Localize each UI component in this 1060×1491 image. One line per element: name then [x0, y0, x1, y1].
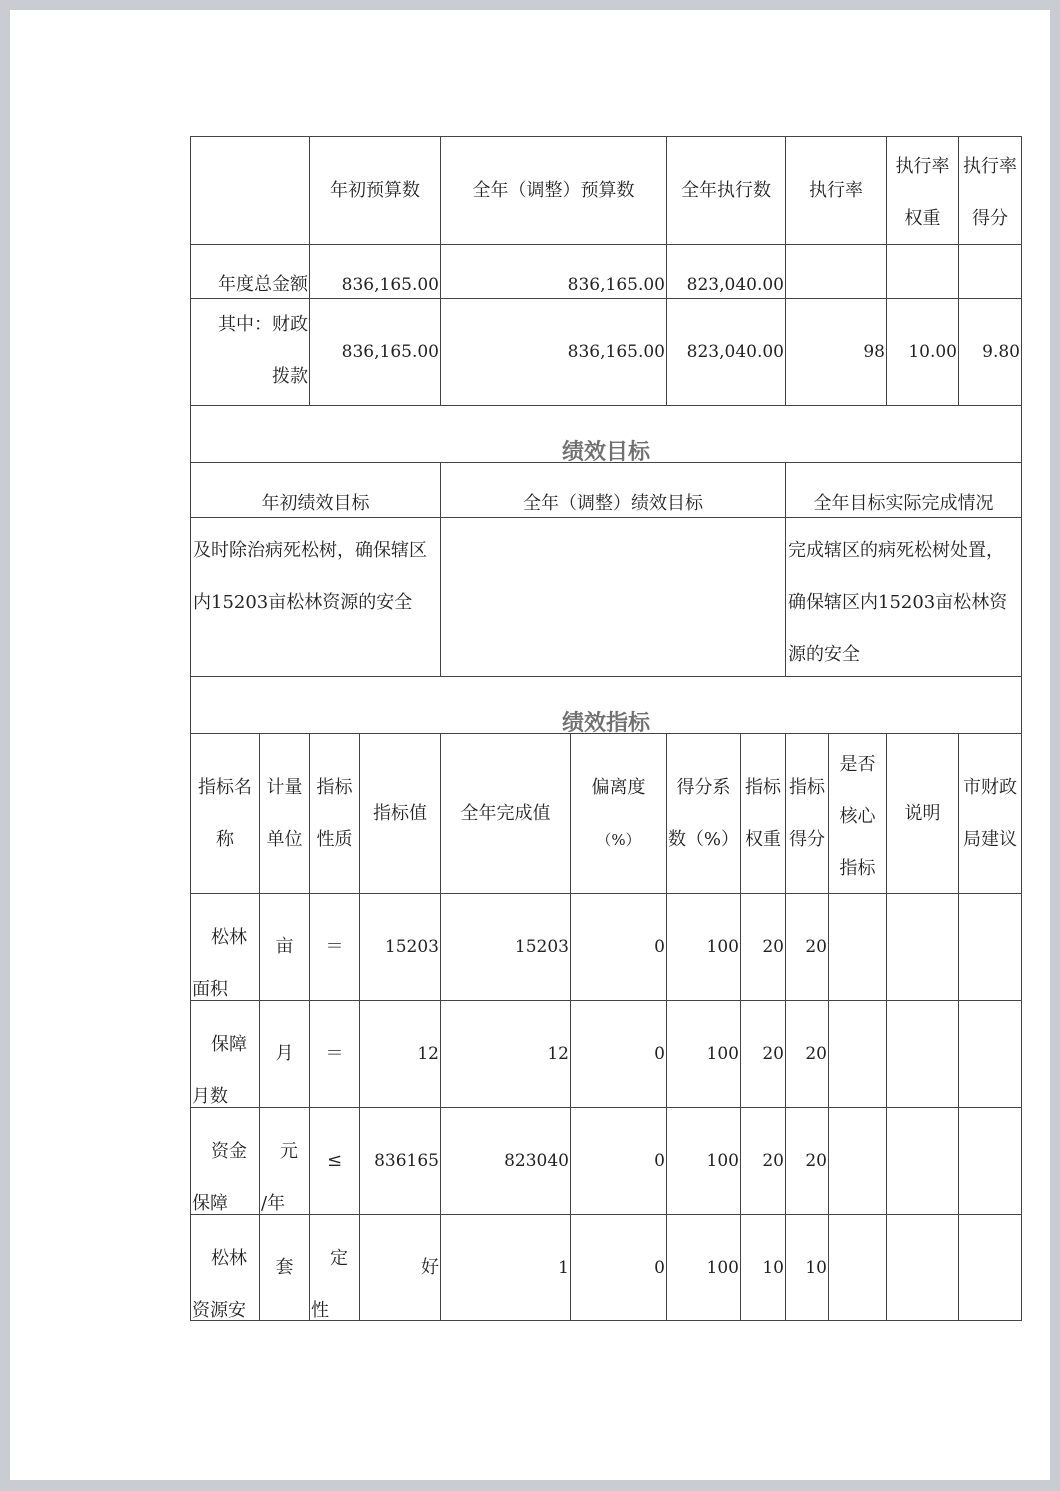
header-adjusted-budget: 全年（调整）预算数: [441, 137, 667, 245]
row-total-initial: 836,165.00: [310, 245, 441, 299]
row-total-adjusted: 836,165.00: [441, 245, 667, 299]
ind-row-advice: [959, 1108, 1022, 1215]
ind-row-value: 836165: [360, 1108, 441, 1215]
ind-row-weight: 20: [741, 1108, 786, 1215]
ind-row-name: 松林 面积: [191, 894, 260, 1001]
ind-row-complete: 12: [441, 1001, 571, 1108]
ind-row-core: [829, 894, 887, 1001]
goals-adjusted-text: [441, 518, 786, 677]
ind-row-coef: 100: [667, 894, 741, 1001]
header-rate-weight: 执行率 权重: [887, 137, 959, 245]
ind-row-core: [829, 1215, 887, 1321]
ind-row-unit: 亩: [260, 894, 310, 1001]
ind-row-name: 松林 资源安: [191, 1215, 260, 1321]
ind-row-deviation: 0: [571, 1001, 667, 1108]
goals-initial-text: 及时除治病死松树，确保辖区内15203亩松林资源的安全: [191, 518, 441, 677]
row-fiscal-executed: 823,040.00: [667, 299, 786, 406]
ind-header-weight: 指标 权重: [741, 734, 786, 894]
ind-header-unit: 计量 单位: [260, 734, 310, 894]
ind-row-note: [887, 1215, 959, 1321]
ind-row-weight: 20: [741, 1001, 786, 1108]
ind-row-coef: 100: [667, 1108, 741, 1215]
ind-header-complete: 全年完成值: [441, 734, 571, 894]
ind-row-score: 20: [786, 894, 829, 1001]
row-fiscal-score: 9.80: [959, 299, 1022, 406]
ind-row-complete: 1: [441, 1215, 571, 1321]
row-fiscal-rate: 98: [786, 299, 887, 406]
ind-row-complete: 15203: [441, 894, 571, 1001]
ind-row-note: [887, 1108, 959, 1215]
ind-row-value: 12: [360, 1001, 441, 1108]
ind-header-deviation: 偏离度 （%）: [571, 734, 667, 894]
ind-row-unit: 月: [260, 1001, 310, 1108]
row-fiscal-adjusted: 836,165.00: [441, 299, 667, 406]
ind-row-coef: 100: [667, 1001, 741, 1108]
goals-actual-text: 完成辖区的病死松树处置，确保辖区内15203亩松林资源的安全: [786, 518, 1022, 677]
ind-header-core: 是否 核心 指标: [829, 734, 887, 894]
row-total-rate: [786, 245, 887, 299]
ind-row-nature: ≤: [310, 1108, 360, 1215]
section-title-goals: 绩效目标: [191, 406, 1022, 463]
ind-header-coef: 得分系 数（%）: [667, 734, 741, 894]
header-executed: 全年执行数: [667, 137, 786, 245]
ind-header-value: 指标值: [360, 734, 441, 894]
ind-row-nature: ＝: [310, 894, 360, 1001]
budget-performance-table: [190, 136, 1022, 1321]
ind-row-advice: [959, 1215, 1022, 1321]
ind-row-value: 15203: [360, 894, 441, 1001]
row-fiscal-initial: 836,165.00: [310, 299, 441, 406]
ind-header-nature: 指标 性质: [310, 734, 360, 894]
row-total-weight: [887, 245, 959, 299]
header-exec-rate: 执行率: [786, 137, 887, 245]
ind-row-score: 20: [786, 1001, 829, 1108]
section-title-indicators: 绩效指标: [191, 677, 1022, 734]
ind-row-weight: 10: [741, 1215, 786, 1321]
ind-row-deviation: 0: [571, 1215, 667, 1321]
ind-header-note: 说明: [887, 734, 959, 894]
ind-row-name: 资金 保障: [191, 1108, 260, 1215]
ind-row-note: [887, 1001, 959, 1108]
document-page: [10, 10, 1050, 1480]
ind-header-score: 指标 得分: [786, 734, 829, 894]
ind-row-value: 好: [360, 1215, 441, 1321]
ind-row-name: 保障 月数: [191, 1001, 260, 1108]
ind-row-nature: ＝: [310, 1001, 360, 1108]
ind-row-unit: 元 /年: [260, 1108, 310, 1215]
ind-row-core: [829, 1108, 887, 1215]
row-fiscal-label: 其中：财政 拨款: [191, 299, 310, 406]
ind-header-advice: 市财政 局建议: [959, 734, 1022, 894]
ind-row-complete: 823040: [441, 1108, 571, 1215]
goals-header-adjusted: 全年（调整）绩效目标: [441, 463, 786, 518]
row-total-executed: 823,040.00: [667, 245, 786, 299]
ind-row-core: [829, 1001, 887, 1108]
ind-row-advice: [959, 894, 1022, 1001]
ind-row-score: 10: [786, 1215, 829, 1321]
goals-header-initial: 年初绩效目标: [191, 463, 441, 518]
ind-row-advice: [959, 1001, 1022, 1108]
ind-row-note: [887, 894, 959, 1001]
ind-row-nature: 定 性: [310, 1215, 360, 1321]
row-total-label: 年度总金额: [191, 245, 310, 299]
row-total-score: [959, 245, 1022, 299]
ind-row-deviation: 0: [571, 894, 667, 1001]
ind-row-deviation: 0: [571, 1108, 667, 1215]
header-rate-score: 执行率 得分: [959, 137, 1022, 245]
header-initial-budget: 年初预算数: [310, 137, 441, 245]
ind-row-weight: 20: [741, 894, 786, 1001]
ind-header-name: 指标名 称: [191, 734, 260, 894]
ind-row-score: 20: [786, 1108, 829, 1215]
row-fiscal-weight: 10.00: [887, 299, 959, 406]
ind-row-coef: 100: [667, 1215, 741, 1321]
ind-row-unit: 套: [260, 1215, 310, 1321]
header-blank-cell: [191, 137, 310, 245]
goals-header-actual: 全年目标实际完成情况: [786, 463, 1022, 518]
